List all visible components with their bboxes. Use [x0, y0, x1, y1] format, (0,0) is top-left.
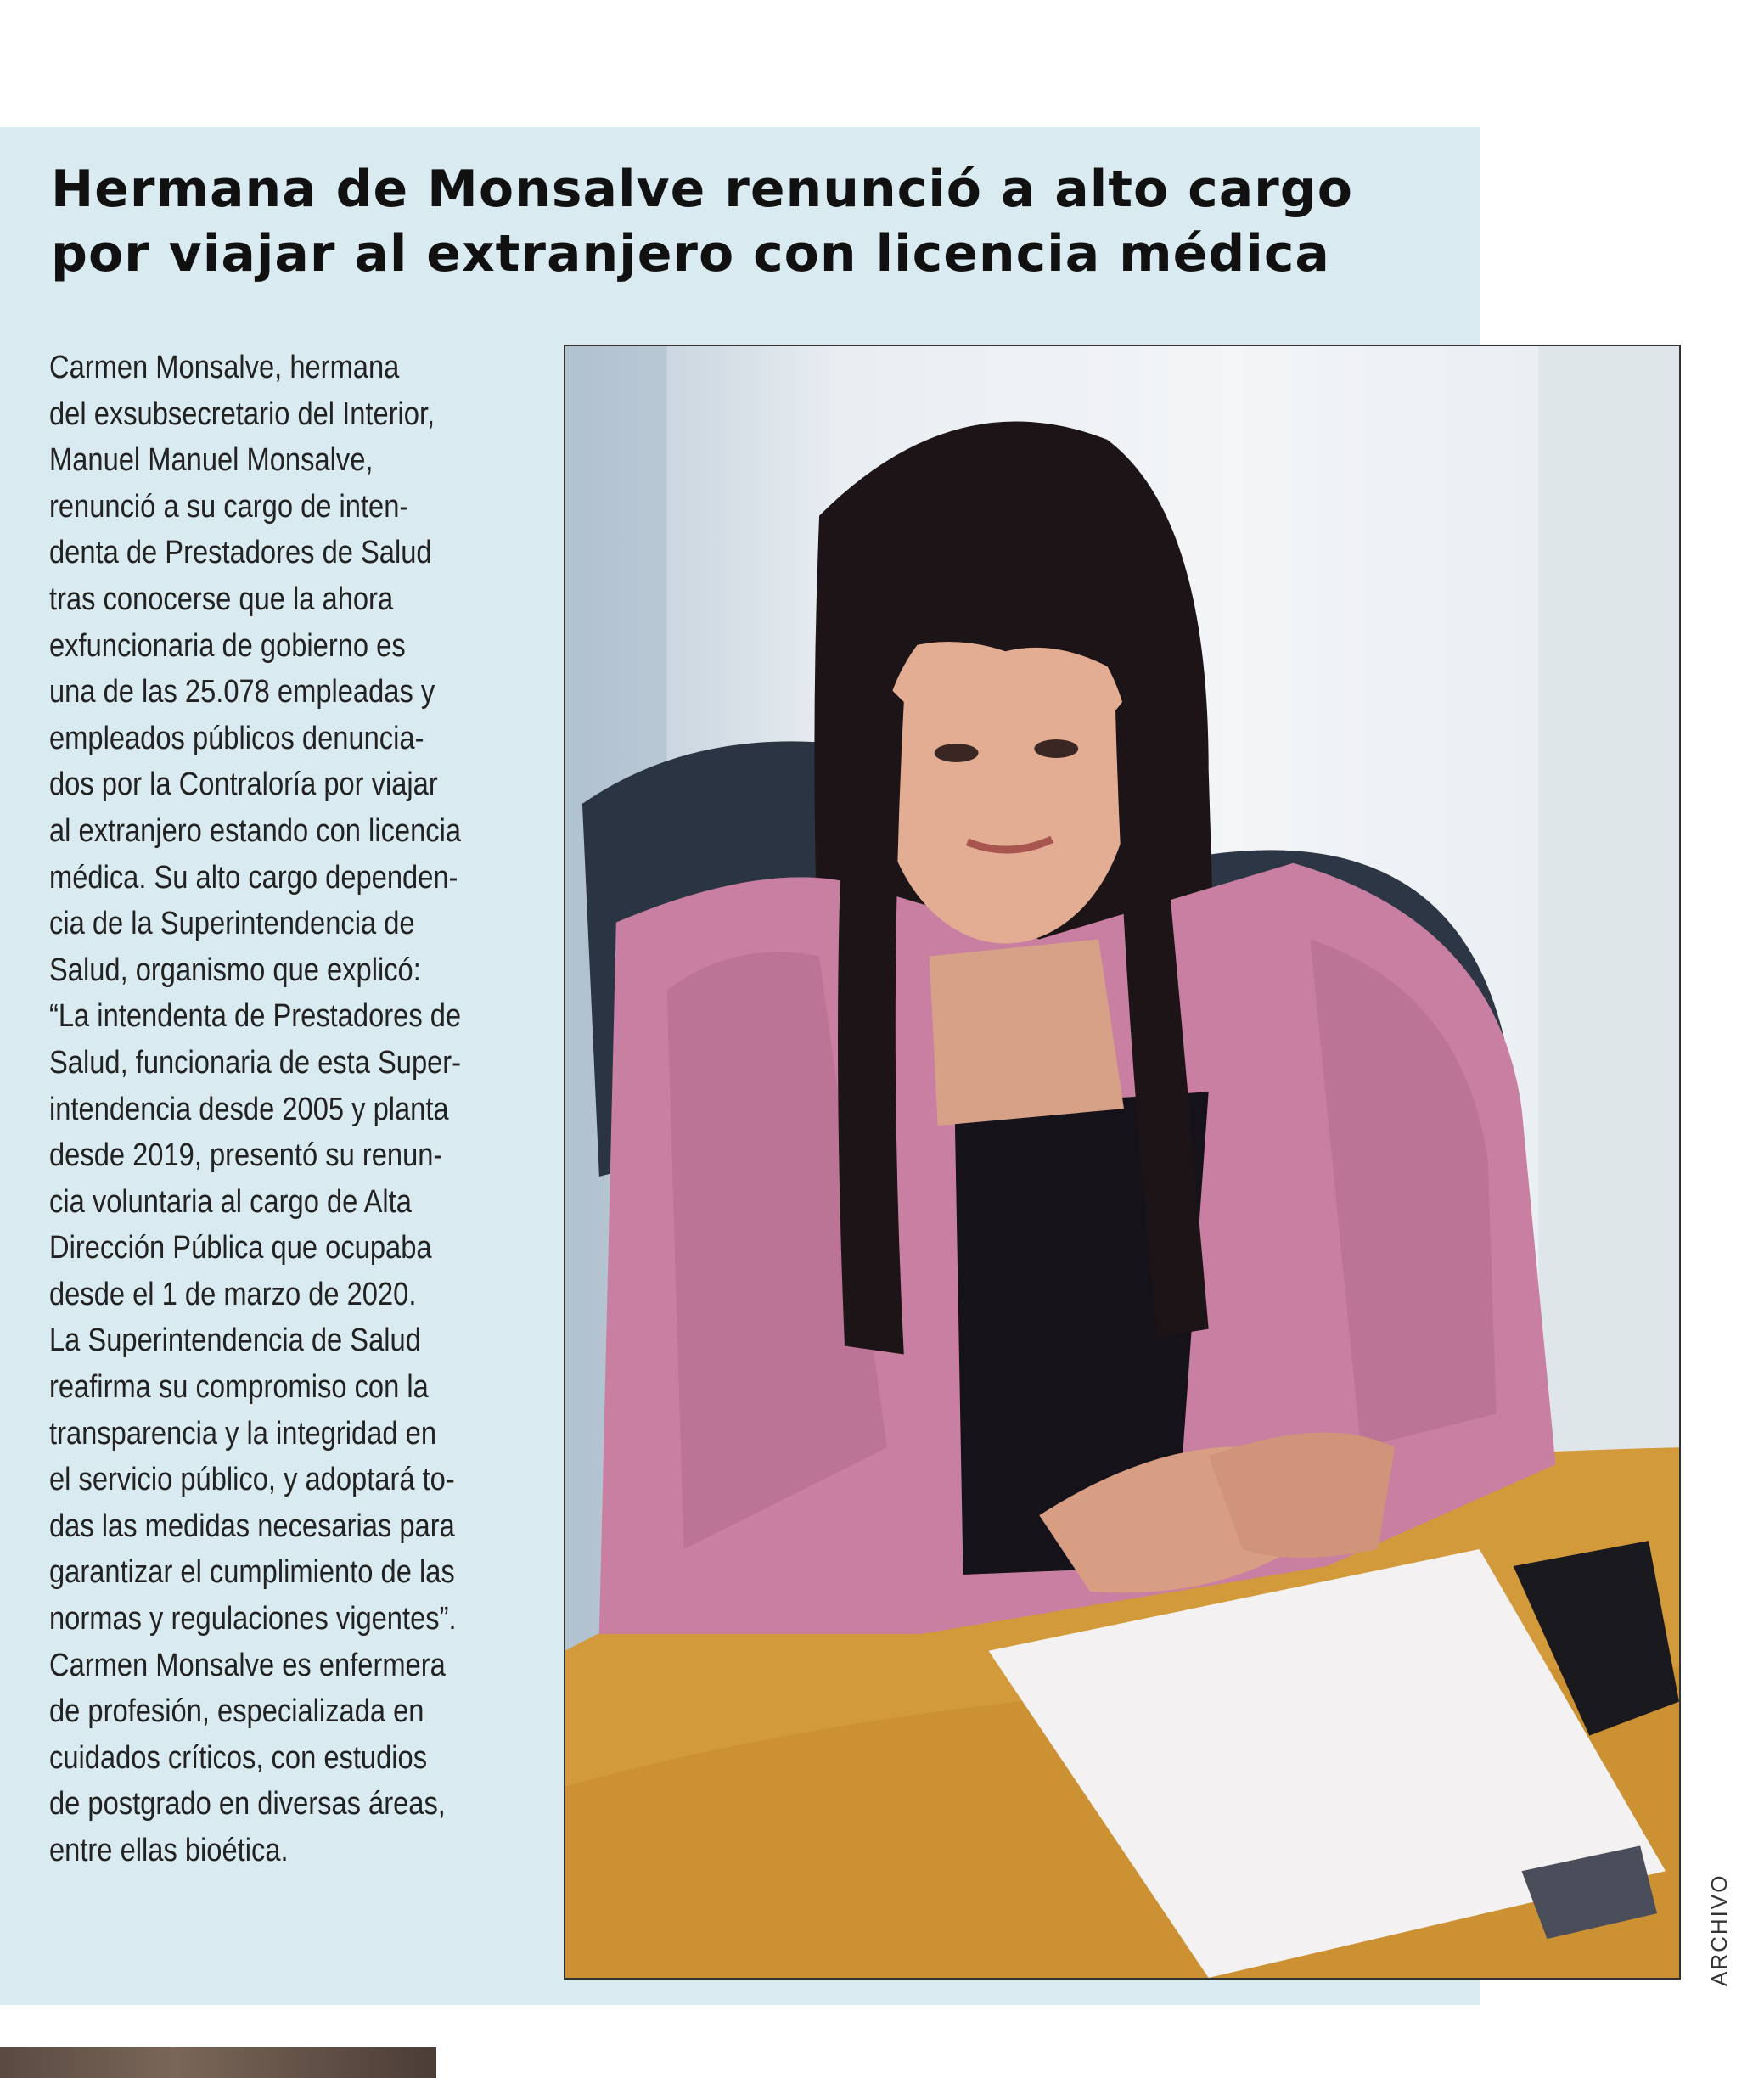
- body-line: del exsubsecretario del Interior,: [49, 396, 435, 432]
- headline: [51, 157, 1443, 286]
- body-line: desde el 1 de marzo de 2020.: [49, 1276, 417, 1312]
- body-line: Salud, organismo que explicó:: [49, 952, 421, 988]
- portrait-photo: [564, 345, 1681, 1980]
- body-line: dos por la Contraloría por viajar: [49, 767, 438, 803]
- article-body: [49, 345, 542, 1874]
- headline-line-2: por viajar al extranjero con licencia médica: [51, 224, 1330, 284]
- body-line: empleados públicos denuncia-: [49, 720, 424, 756]
- body-line: desde 2019, presentó su renun-: [49, 1137, 443, 1174]
- headline-line-1: Hermana de Monsalve renunció a alto cargo: [51, 160, 1353, 219]
- body-line: cia voluntaria al cargo de Alta: [49, 1183, 412, 1220]
- body-line: el servicio público, y adoptará to-: [49, 1462, 455, 1498]
- body-line: cia de la Superintendencia de: [49, 906, 415, 942]
- body-line: Carmen Monsalve es enfermera: [49, 1647, 446, 1683]
- body-line: Manuel Manuel Monsalve,: [49, 442, 374, 479]
- body-line: denta de Prestadores de Salud: [49, 535, 432, 571]
- body-line: normas y regulaciones vigentes”.: [49, 1601, 457, 1637]
- adjacent-photo-edge: [0, 2047, 436, 2078]
- body-line: intendencia desde 2005 y planta: [49, 1091, 449, 1127]
- body-line: de profesión, especializada en: [49, 1693, 424, 1730]
- body-line: La Superintendencia de Salud: [49, 1323, 421, 1359]
- body-line: reafirma su compromiso con la: [49, 1369, 429, 1406]
- portrait-illustration: [565, 346, 1679, 1978]
- body-line: Salud, funcionaria de esta Super-: [49, 1044, 462, 1081]
- body-line: das las medidas necesarias para: [49, 1508, 455, 1544]
- body-line: transparencia y la integridad en: [49, 1415, 436, 1452]
- body-line: al extranjero estando con licencia: [49, 812, 462, 849]
- body-line: una de las 25.078 empleadas y: [49, 674, 435, 710]
- body-line: garantizar el cumplimiento de las: [49, 1554, 455, 1591]
- body-line: entre ellas bioética.: [49, 1833, 289, 1868]
- body-line: Dirección Pública que ocupaba: [49, 1230, 432, 1266]
- body-line: renunció a su cargo de inten-: [49, 488, 409, 525]
- body-line: cuidados críticos, con estudios: [49, 1739, 428, 1776]
- body-line: exfuncionaria de gobierno es: [49, 627, 406, 664]
- body-line: Carmen Monsalve, hermana: [49, 350, 400, 385]
- body-line: tras conocerse que la ahora: [49, 581, 394, 617]
- photo-credit: ARCHIVO: [1706, 1873, 1732, 1986]
- body-line: médica. Su alto cargo dependen-: [49, 859, 458, 896]
- body-line: de postgrado en diversas áreas,: [49, 1786, 446, 1822]
- body-line: “La intendenta de Prestadores de: [49, 998, 462, 1035]
